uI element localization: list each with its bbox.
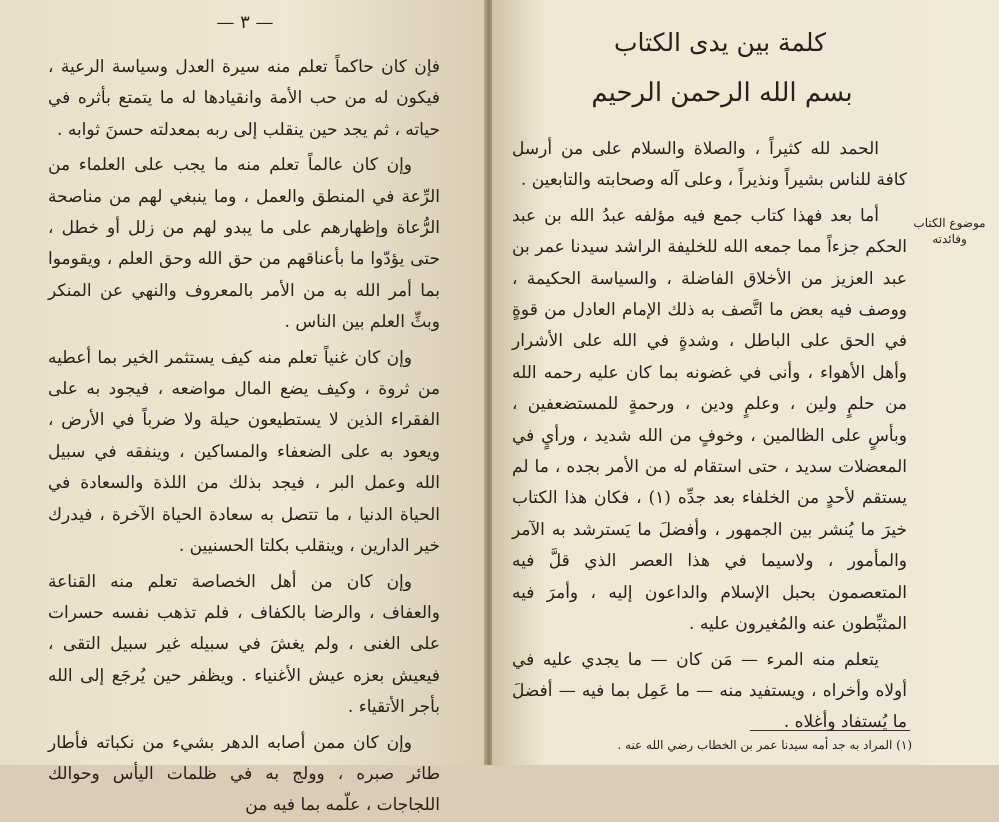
left-page <box>0 0 486 816</box>
right-page-body <box>512 130 907 739</box>
paragraph: وإن كان ممن أصابه الدهر بشيء من نكباته فأطار طائر صبره ، وولج به في ظلمات اليأس وحوالك اللجاجات ، علّمه بما فيه من <box>48 732 440 816</box>
paragraph: أما بعد فهذا كتاب جمع فيه مؤلفه عبدُ الله بن عبد الحكم جزءاً مما جمعه الله للخليفة الراشد سيدنا عمر بن عبد العزيز من الأخلاق الفاضلة ، والسياسة الحكيمة ، ووصف فيه بعض ما اتَّصف به ذلك الإمام العادل من قوةٍ في الحق على الباطل ، وشدةٍ في الله على الأشرار وأهل الأهواء ، وأنى في غضونه بما كان عليه رحمه الله من حلمٍ ولين ، وعلمٍ ودين ، ورحمةٍ للمستضعفين ، وبأسٍ على الظالمين ، وخوفٍ من الله شديد ، ورأيٍ في المعضلات سديد ، حتى استقام له من الأمر بجده ، ما لم يستقم لأحدٍ من الخلفاء بعد جدِّه (١) ، فكان هذا الكتاب خيرَ ما يُنشر بين الجمهور ، وأفضلَ ما يَسترشد به الآمر والمأمور ، ولاسيما في هذا العصر الذي قلَّ فيه المتعصمون بحبل الإسلام والداعون إليه ، وأمرَ فيه المثبِّطون عنه والمُغيرون عليه . <box>512 205 907 635</box>
margin-note: موضوع الكتاب وفائدته <box>913 216 986 246</box>
basmala: بسم الله الرحمن الرحيم <box>591 78 853 108</box>
paragraph: فإن كان حاكماً تعلم منه سيرة العدل وسياسة الرعية ، فيكون له من حب الأمة وانقيادها له ما يتمتع بأثره في حياته ، ثم يجد حين ينقلب إلى ربه بمعدلته حسنَ ثوابه . <box>48 57 440 140</box>
page-number: — ٣ — <box>216 12 274 33</box>
page-heading: كلمة بين يدى الكتاب <box>613 28 827 57</box>
paragraph: الحمد لله كثيراً ، والصلاة والسلام على من أرسل كافة للناس بشيراً ونذيراً ، وعلى آله وصحابته والتابعين . <box>512 139 907 191</box>
footnote-divider <box>750 730 910 731</box>
paragraph: يتعلم منه المرء — مَن كان — ما يجدي عليه في أولاه وأخراه ، ويستفيد منه — ما عَمِل بما فيه — أفضلَ ما يُستفاد وأغلاه . <box>512 649 907 733</box>
footnote: (١) المراد به جد أمه سيدنا عمر بن الخطاب رضي الله عنه . <box>617 738 912 752</box>
paragraph: وإن كان من أهل الخصاصة تعلم منه القناعة والعفاف ، والرضا بالكفاف ، فلم تذهب نفسه حسرات على الغنى ، ولم يغشَ في سبيله غير سبيل التقى ، فيعيش بعزه عيش الأغنياء . ويظفر حين يُرجَع إلى الله بأجر الأتقياء . <box>48 571 440 718</box>
right-page <box>492 0 999 765</box>
left-page-body <box>48 52 440 822</box>
paragraph: وإن كان عالماً تعلم منه ما يجب على العلماء من الرِّعة في المنطق والعمل ، وما ينبغي لهم من مناصحة الرُّعاة وإظهارهم على ما يبدو لهم من زلل أو خطل ، حتى يؤدّوا ما بأعناقهم من حق الله وحق العلم ، ويقوموا بما أمر الله به من الأمر بالمعروف والنهي عن المنكر وبثِّ العلم بين الناس . <box>48 155 440 333</box>
paragraph: وإن كان غنياً تعلم منه كيف يستثمر الخير بما أعطيه من ثروة ، وكيف يضع المال مواضعه ، فيجود به على الفقراء الذين لا يستطيعون حيلة ولا ضرباً في الأرض ، ويعود به على الضعفاء والمساكين ، وينفقه في سبيل الله وعمل البر ، فيجد بذلك من اللذة والسعادة في الحياة الدنيا ، ما تتصل به سعادة الحياة الآخرة ، فيدرك خير الدارين ، وينقلب بكلتا الحسنيين . <box>48 347 440 557</box>
